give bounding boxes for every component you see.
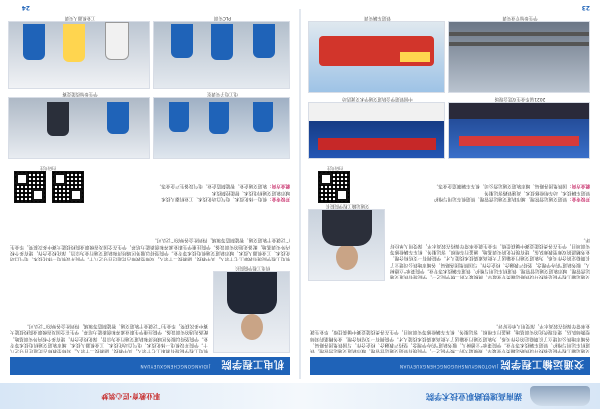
- right-photo-2: [8, 97, 150, 159]
- left-photo-4: [308, 21, 445, 93]
- right-photo-3-caption: PLC实训: [214, 15, 231, 20]
- right-photo-4-caption: 工业机器人实训: [64, 15, 96, 20]
- right-section-header: [10, 357, 290, 375]
- left-photo-3: [448, 21, 590, 93]
- right-employment-label: 就业方向：: [267, 183, 290, 189]
- left-section-header: [310, 357, 590, 375]
- right-qr-code-2: [14, 171, 46, 203]
- right-photo-1: [153, 97, 290, 159]
- left-employment-label: 就业方向：: [567, 183, 590, 189]
- right-section-title: 机电工程学院: [221, 358, 284, 369]
- right-portrait-photo: [213, 271, 290, 353]
- left-intro-text: 交通运输工程学院是我校开设铁路运输类专业最早、规模最大的二级学院之一，学院现有铁道交通运营管理、城市轨道交通运营管理、铁道机车运用与维护、铁道车辆技术等专业。学院秉承“立德树人、服务轨道”的办学理念，坚持产教融合、校企合作，与国铁集团各路局、各城市地铁公司建立了长期稳定的合作关系，为轨道交通行业输送了大批高素质技术技能人才。学院拥有一支结构合理、业务精湛的双师型教师队伍，建有现代化的实训基地，涵盖行车组织、客运服务、机车车辆检修等实训项目，学生在各类技能竞赛中屡获佳绩，毕业生就业率常年保持在较高水平，深受用人单位好评。: [310, 323, 590, 353]
- left-major-line-2: 铁道车辆技术、动车组检修技术、高速铁路客运服务: [484, 189, 590, 195]
- right-photo-1-caption: 电工电子实训室: [207, 91, 238, 96]
- left-photo-1: [448, 102, 590, 159]
- left-portrait-photo: [308, 209, 385, 281]
- right-section-title-en: JIDIANGONGCHENGXUEYUAN: [140, 364, 210, 369]
- train-logo-image: [530, 386, 590, 406]
- left-section-title-en: JIAOTONGYUNSHUGONGCHENGXUEYUAN: [399, 364, 498, 369]
- right-intro-text-2: 机电工程学院现有教职工七十余人，其中教授、副教授二十余人，双师型教师占比超过百分之八十。学院开设机电一体化技术、电气自动化技术、工业机器人技术、城市轨道交通机电技术等专业。学院坚持以服务区域经济和轨道交通行业为宗旨，深化校企合作，建有多个校内外实训基地，配备先进的实训设备。学院注重学生职业素养和创新能力培养，学生在全国及省级职业院校技能大赛中多次获奖，毕业生广泛就业于轨道交通、智能制造等领域，得到社会各界的广泛认可。: [10, 237, 290, 261]
- school-logo-text: 湖南高速铁路职业技术学院: [426, 392, 522, 402]
- left-majors-label: 开设专业：: [567, 196, 590, 201]
- left-employment-text: 国铁集团各路局、城市轨道交通运营公司、机车车辆制造企业等。: [433, 183, 568, 189]
- right-page-number: 24: [21, 4, 30, 11]
- left-qr-caption: 扫码关注: [327, 166, 343, 171]
- left-photo-1-caption: 2021届毕业生双选会现场: [494, 96, 546, 101]
- left-page: [300, 0, 600, 409]
- spine-divider: [299, 9, 301, 379]
- left-section-title: 交通运输工程学院: [500, 358, 584, 369]
- left-info-block: [370, 182, 590, 201]
- right-header-slogan: 职业教育·匠心筑梦: [101, 392, 160, 400]
- right-major-line-2: 城市轨道交通机电技术、智能控制技术: [211, 189, 290, 195]
- left-photo-2: [308, 102, 445, 159]
- right-photo-4: [8, 21, 150, 89]
- left-photo-4-caption: 铁道车辆实训: [364, 15, 391, 20]
- left-intro-text-2: 交通运输工程学院是我校开设铁路运输类专业最早、规模最大的二级学院之一，学院现有铁道交通运营管理、城市轨道交通运营管理、铁道机车运用与维护、铁道车辆技术等专业。学院秉承“立德树人、服务轨道”的办学理念，坚持产教融合、校企合作，与国铁集团各路局、各城市地铁公司建立了长期稳定的合作关系，为轨道交通行业输送了大批高素质技术技能人才。学院拥有一支结构合理、业务精湛的双师型教师队伍，建有现代化的实训基地，涵盖行车组织、客运服务、机车车辆检修等实训项目，学生在各类技能竞赛中屡获佳绩，毕业生就业率常年保持在较高水平，深受用人单位好评。: [390, 236, 590, 279]
- left-major-line-1: 铁道交通运营管理、城市轨道交通运营管理、铁道机车运用与维护: [433, 196, 568, 201]
- right-photo-2-caption: 学生参加技能竞赛: [62, 91, 98, 96]
- right-major-line-1: 机电一体化技术、电气自动化技术、工业机器人技术: [161, 196, 268, 201]
- right-employment-text: 轨道交通企业、智能制造企业、电气设备生产企业等。: [156, 183, 268, 189]
- left-page-number: 23: [581, 4, 590, 11]
- left-photo-2-caption: 中国铁道学会轨道交通学术交流活动: [342, 96, 413, 101]
- right-qr-caption: 扫码关注: [40, 166, 56, 171]
- left-qr-code: [318, 171, 350, 203]
- right-majors-label: 开设专业：: [267, 196, 290, 201]
- right-photo-3: [153, 21, 290, 89]
- left-photo-3-caption: 学生参加专业实训: [502, 15, 538, 20]
- left-portrait-caption: 交通运输工程学院院长: [325, 203, 370, 208]
- right-qr-code-1: [52, 171, 84, 203]
- right-portrait-caption: 机电工程学院院长: [234, 265, 271, 270]
- right-intro-text: 机电工程学院现有教职工七十余人，其中教授、副教授二十余人，双师型教师占比超过百分之八十。学院开设机电一体化技术、电气自动化技术、工业机器人技术、城市轨道交通机电技术等专业。学院坚持以服务区域经济和轨道交通行业为宗旨，深化校企合作，建有多个校内外实训基地，配备先进的实训设备。学院注重学生职业素养和创新能力培养，学生在全国及省级职业院校技能大赛中多次获奖，毕业生广泛就业于轨道交通、智能制造等领域，得到社会各界的广泛认可。: [10, 323, 208, 353]
- right-info-block: [90, 182, 290, 201]
